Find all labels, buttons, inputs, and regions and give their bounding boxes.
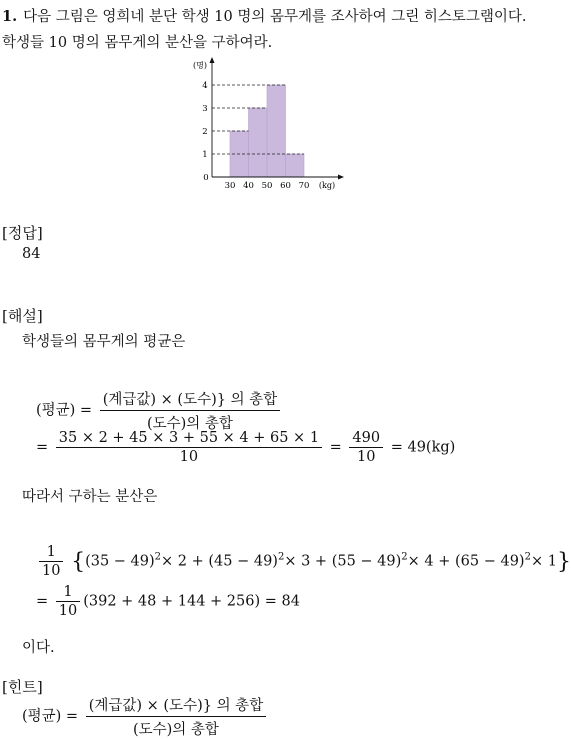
explanation-middle: 따라서 구하는 분산은 [22, 489, 158, 505]
calc-equals: = [36, 439, 49, 456]
y-tick-label: 1 [202, 150, 208, 160]
x-tick-label: 50 [261, 181, 273, 191]
variance-ten: 10 [42, 563, 61, 579]
variance-fraction [39, 544, 63, 579]
explanation-intro: 학생들의 몸무게의 평균은 [22, 334, 186, 350]
y-axis-unit-label: (명) [193, 61, 207, 70]
x-tick-label: 30 [224, 181, 236, 191]
variance-term-2: × 2 + (45 − 49) [161, 553, 278, 570]
x-tick-label: 60 [280, 181, 291, 191]
hint-label: [힌트] [2, 678, 43, 696]
x-tick-label: 40 [243, 181, 254, 191]
hint-fraction [86, 694, 267, 739]
y-axis-arrow [210, 57, 215, 63]
problem-text: 다음 그림은 영희네 분단 학생 10 명의 몸무게를 조사하여 그린 히스토그램이다. 학생들 10 명의 몸무게의 분산을 구하여라. [2, 9, 527, 51]
explanation-label: [해설] [2, 307, 43, 325]
explanation-outro: 이다. [22, 640, 55, 656]
mean-formula [36, 388, 283, 433]
answer-label: [정답] [2, 224, 43, 242]
variance-one-2: 1 [56, 584, 80, 602]
calc-numerator-2: 490 [349, 430, 383, 448]
hint-numerator: (계급값) × (도수)} 의 총합 [86, 694, 267, 717]
mean-calculation [36, 430, 455, 465]
calc-fraction-2 [349, 430, 383, 465]
variance-square-4: 2 [524, 551, 531, 563]
calc-result: = 49(kg) [390, 439, 456, 456]
variance-square-1: 2 [154, 551, 162, 563]
variance-square-3: 2 [401, 551, 408, 563]
y-tick-label: 3 [202, 104, 208, 114]
variance-term-1: (35 − 49) [85, 553, 155, 570]
y-tick-label: 2 [202, 127, 208, 137]
origin-label: 0 [203, 173, 209, 183]
variance-term-3: × 3 + (55 − 49) [284, 553, 402, 570]
x-axis-arrow [338, 175, 344, 180]
variance-fraction-2 [56, 584, 80, 619]
histogram-bar [249, 108, 268, 177]
histogram-chart [190, 54, 350, 199]
histogram-bar [286, 154, 305, 177]
calc-fraction [56, 430, 322, 465]
mean-fraction [100, 388, 281, 433]
right-brace: } [556, 549, 571, 575]
variance-one: 1 [39, 544, 63, 562]
hint-denominator: (도수)의 총합 [132, 722, 219, 738]
mean-fraction-denominator: (도수)의 총합 [146, 416, 233, 432]
calc-denominator-2: 10 [357, 449, 376, 465]
variance-result [36, 584, 300, 619]
answer-value: 84 [22, 246, 41, 262]
variance-ten-2: 10 [58, 603, 78, 619]
hint-lhs: (평균) = [22, 708, 79, 725]
calc-equals-2: = [329, 439, 342, 456]
y-tick-label: 4 [202, 81, 208, 91]
hint-formula [22, 694, 269, 739]
calc-denominator: 10 [179, 449, 199, 465]
variance-term-5: × 1 [530, 553, 557, 570]
left-brace: { [71, 549, 86, 575]
variance-term-4: × 4 + (65 − 49) [407, 553, 525, 570]
x-tick-label: 70 [298, 181, 310, 191]
mean-lhs: (평균) = [36, 402, 93, 419]
histogram-bar [267, 85, 286, 177]
variance-equals: = [36, 593, 49, 610]
calc-numerator: 35 × 2 + 45 × 3 + 55 × 4 + 65 × 1 [56, 430, 322, 448]
mean-fraction-numerator: (계급값) × (도수)} 의 총합 [100, 388, 281, 411]
problem-number: 1. [2, 8, 18, 25]
variance-formula [36, 544, 571, 579]
x-axis-unit-label: (kg) [318, 181, 336, 190]
problem-statement [2, 4, 530, 56]
variance-line-2: (392 + 48 + 144 + 256) = 84 [83, 593, 300, 610]
variance-square-2: 2 [277, 551, 285, 563]
